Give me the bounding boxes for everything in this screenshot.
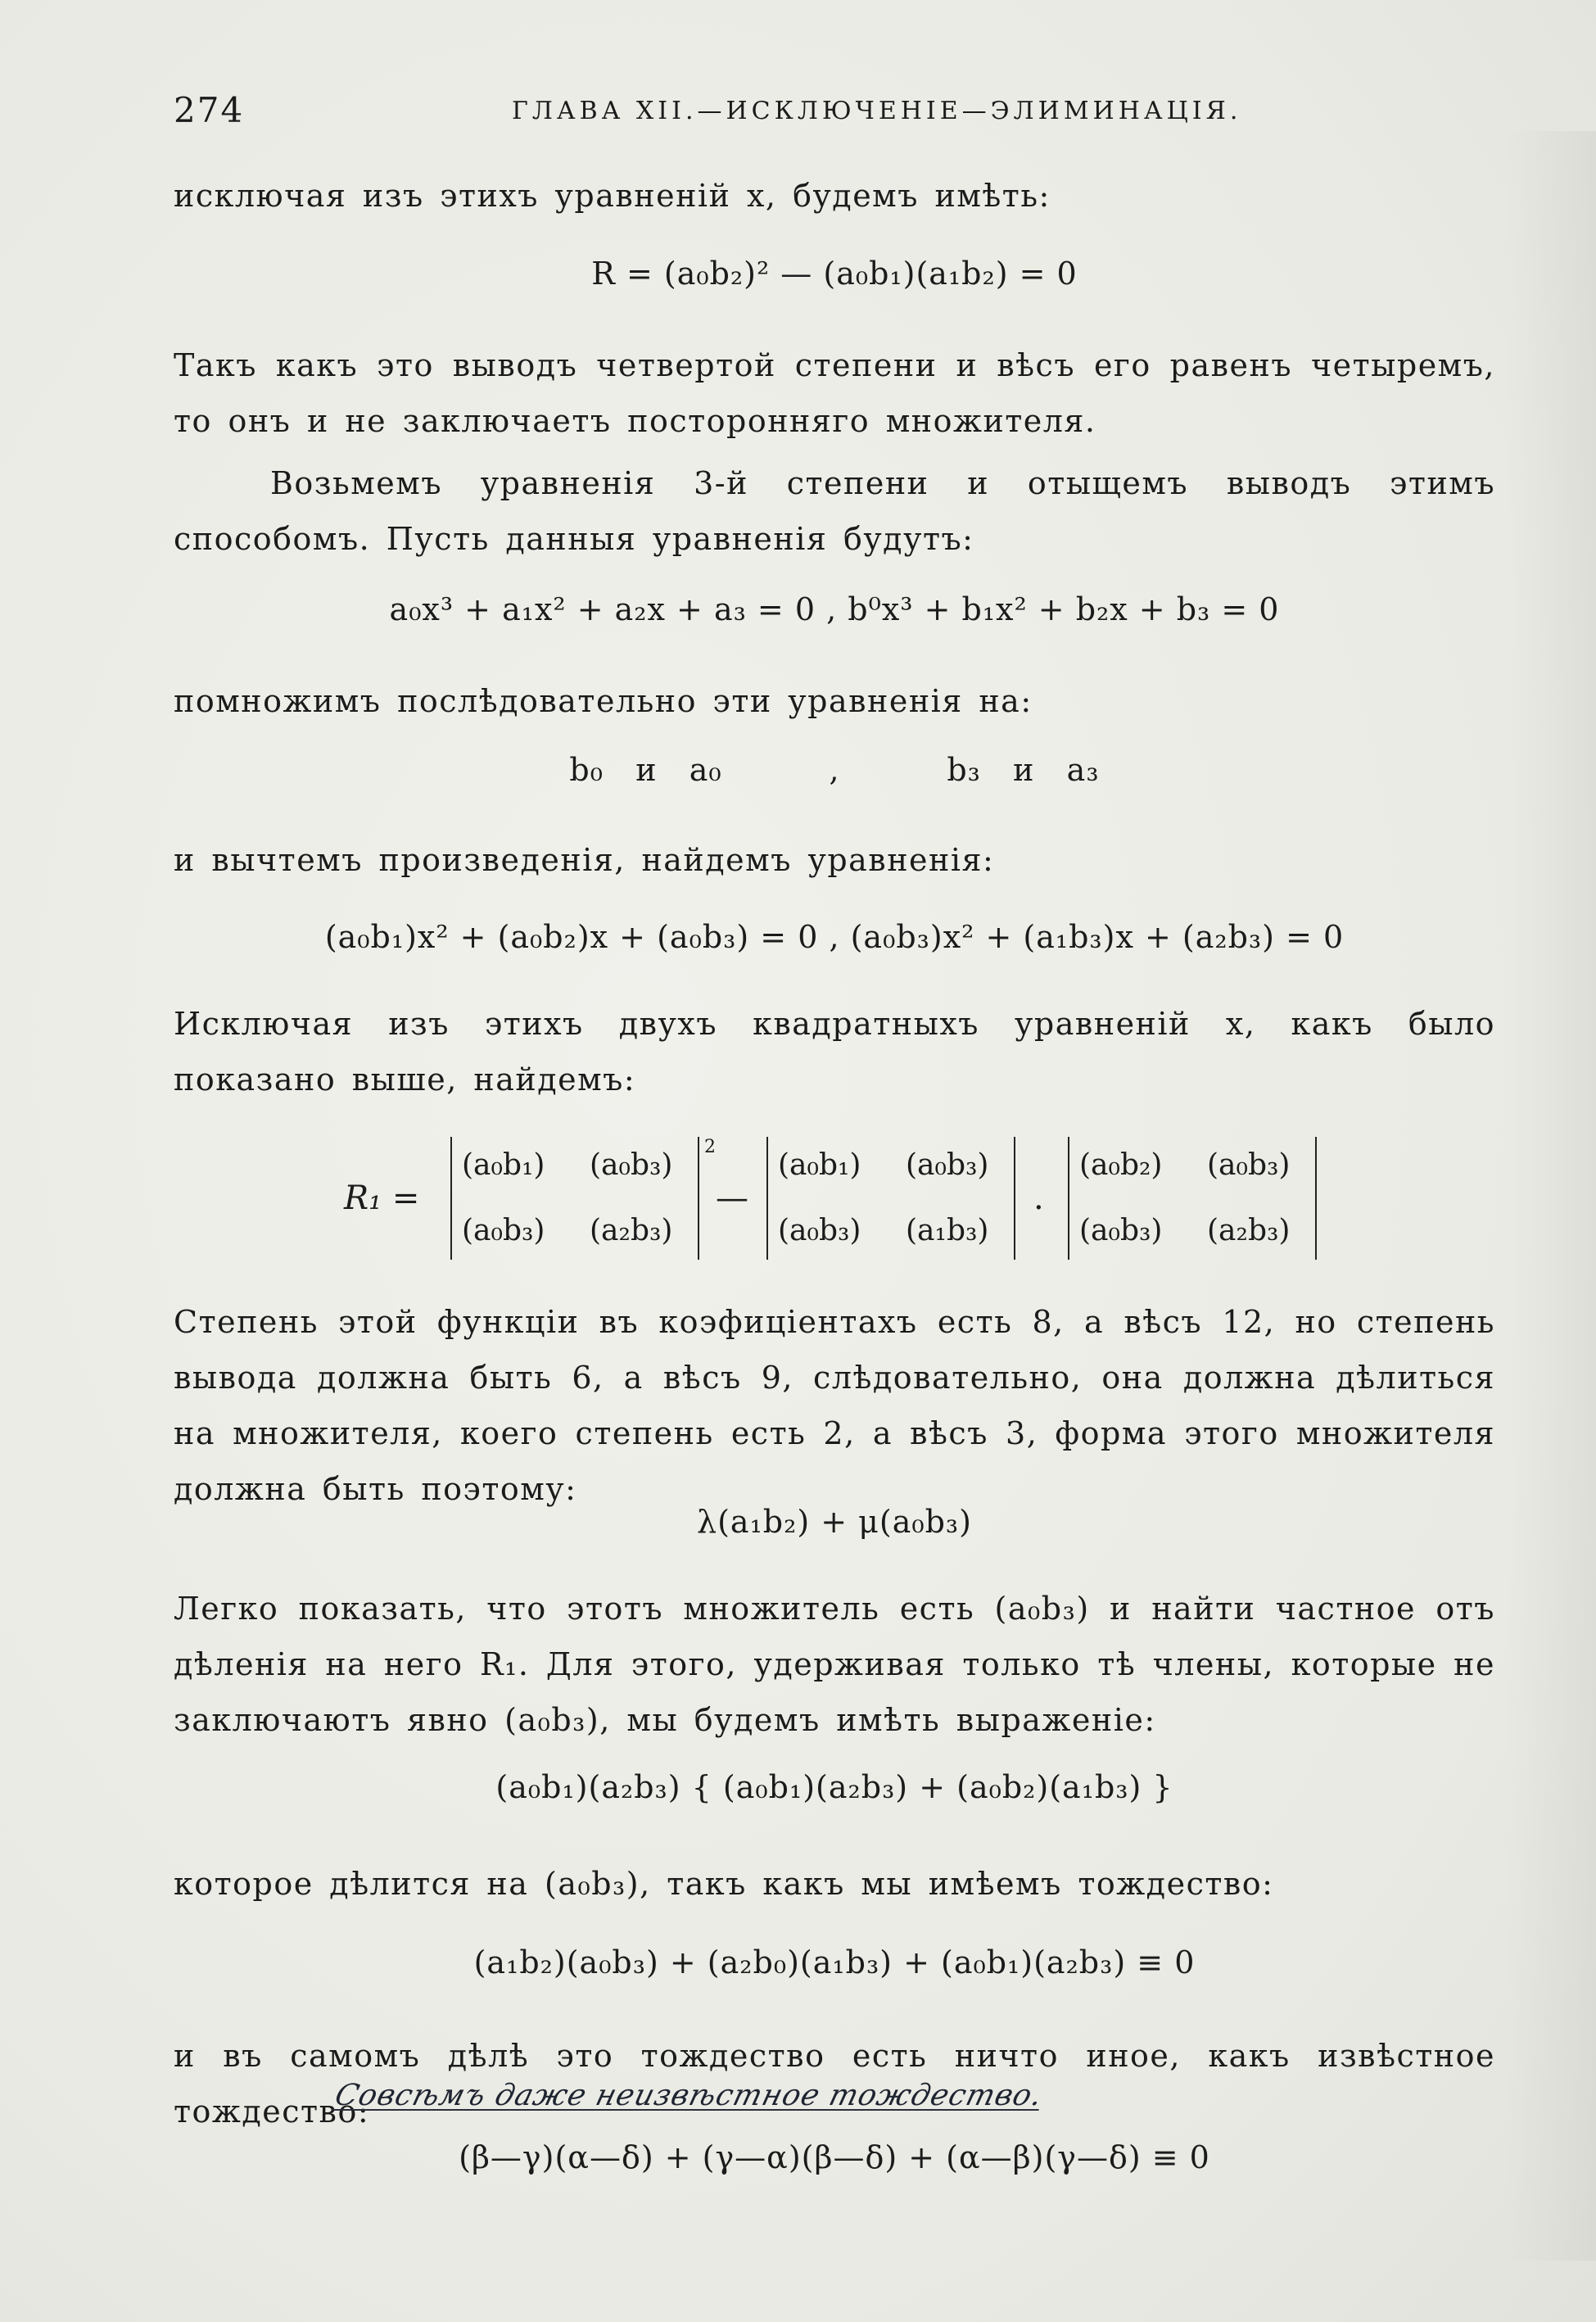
paragraph-1: исключая изъ этихъ уравненій x, будемъ имѣть: [174,178,1051,214]
paragraph-5: и вычтемъ произведенія, найдемъ уравненія: [174,842,995,878]
det3-cell: (a₀b₃) [1207,1148,1291,1182]
determinant-expression [344,1137,1327,1260]
determinant-1 [450,1137,699,1260]
paragraph-2: Такъ какъ это выводъ четвертой степени и вѣсъ его равенъ четыремъ, то онъ и не заключаетъ посторонняго множителя. [174,347,1495,439]
det3-cell: (a₀b₃) [1079,1214,1163,1247]
determinant-2 [766,1137,1015,1260]
equation-cubics: a₀x³ + a₁x² + a₂x + a₃ = 0 , b⁰x³ + b₁x² + b₂x + b₃ = 0 [389,591,1280,627]
paragraph-7: Степень этой функціи въ коэфиціентахъ есть 8, а вѣсъ 12, но степень вывода должна быть 6, а вѣсъ 9, слѣдовательно, она должна дѣлиться на множителя, коего степень есть 2, а вѣсъ 3, форма этого множителя должна быть поэтому: [174,1304,1495,1507]
det2-cell: (a₁b₃) [906,1214,989,1247]
equation-identity: (a₁b₂)(a₀b₃) + (a₂b₀)(a₁b₃) + (a₀b₁)(a₂b₃) ≡ 0 [473,1944,1196,1980]
paragraph-4: помножимъ послѣдовательно эти уравненія на: [174,683,1033,719]
equation-greek-identity: (β—γ)(α—δ) + (γ—α)(β—δ) + (α—β)(γ—δ) ≡ 0 [459,2139,1210,2175]
equation-factor-form: λ(a₁b₂) + μ(a₀b₃) [697,1504,972,1540]
det2-cell: (a₀b₃) [778,1214,861,1247]
paragraph-3: Возьмемъ уравненія 3-й степени и отыщемъ выводъ этимъ способомъ. Пусть данныя уравненія будутъ: [174,465,1495,557]
equation-multipliers: b₀ и a₀ , b₃ и a₃ [569,752,1100,788]
det-dot: . [1033,1179,1044,1217]
det1-cell: (a₀b₃) [462,1214,545,1247]
page-edge-shadow [1507,131,1596,2261]
det1-cell: (a₂b₃) [590,1214,673,1247]
det2-cell: (a₀b₃) [906,1148,989,1182]
paragraph-8: Легко показать, что этотъ множитель есть (a₀b₃) и найти частное отъ дѣленія на него R₁. Для этого, удерживая только тѣ члены, которые не заключаютъ явно (a₀b₃), мы будемъ имѣть выраженіе: [174,1591,1495,1738]
running-title: ГЛАВА XII.—ИСКЛЮЧЕНІЕ—ЭЛИМИНАЦІЯ. [512,97,1242,125]
handwritten-annotation: Совсѣмъ даже неизвѣстное тождество. [331,2079,1047,2112]
det-square-exponent: 2 [704,1137,716,1157]
determinant-3 [1068,1137,1317,1260]
det-lhs: R₁ = [344,1179,420,1217]
det3-cell: (a₂b₃) [1207,1214,1291,1247]
det1-cell: (a₀b₁) [462,1148,545,1182]
paragraph-9: которое дѣлится на (a₀b₃), такъ какъ мы имѣемъ тождество: [174,1866,1274,1902]
equation-expression: (a₀b₁)(a₂b₃) { (a₀b₁)(a₂b₃) + (a₀b₂)(a₁b₃) } [495,1769,1173,1805]
equation-resultant: R = (a₀b₂)² — (a₀b₁)(a₁b₂) = 0 [591,256,1078,292]
equation-quadratics: (a₀b₁)x² + (a₀b₂)x + (a₀b₃) = 0 , (a₀b₃)x² + (a₁b₃)x + (a₂b₃) = 0 [324,919,1345,955]
paragraph-6: Исключая изъ этихъ двухъ квадратныхъ уравненій x, какъ было показано выше, найдемъ: [174,1006,1495,1098]
det2-cell: (a₀b₁) [778,1148,861,1182]
det1-cell: (a₀b₃) [590,1148,673,1182]
paragraph-10: и въ самомъ дѣлѣ это тождество есть ничто иное, какъ извѣстное тождество: [174,2038,1495,2130]
det3-cell: (a₀b₂) [1079,1148,1163,1182]
det-minus: — [716,1179,748,1217]
page-number: 274 [174,90,245,130]
